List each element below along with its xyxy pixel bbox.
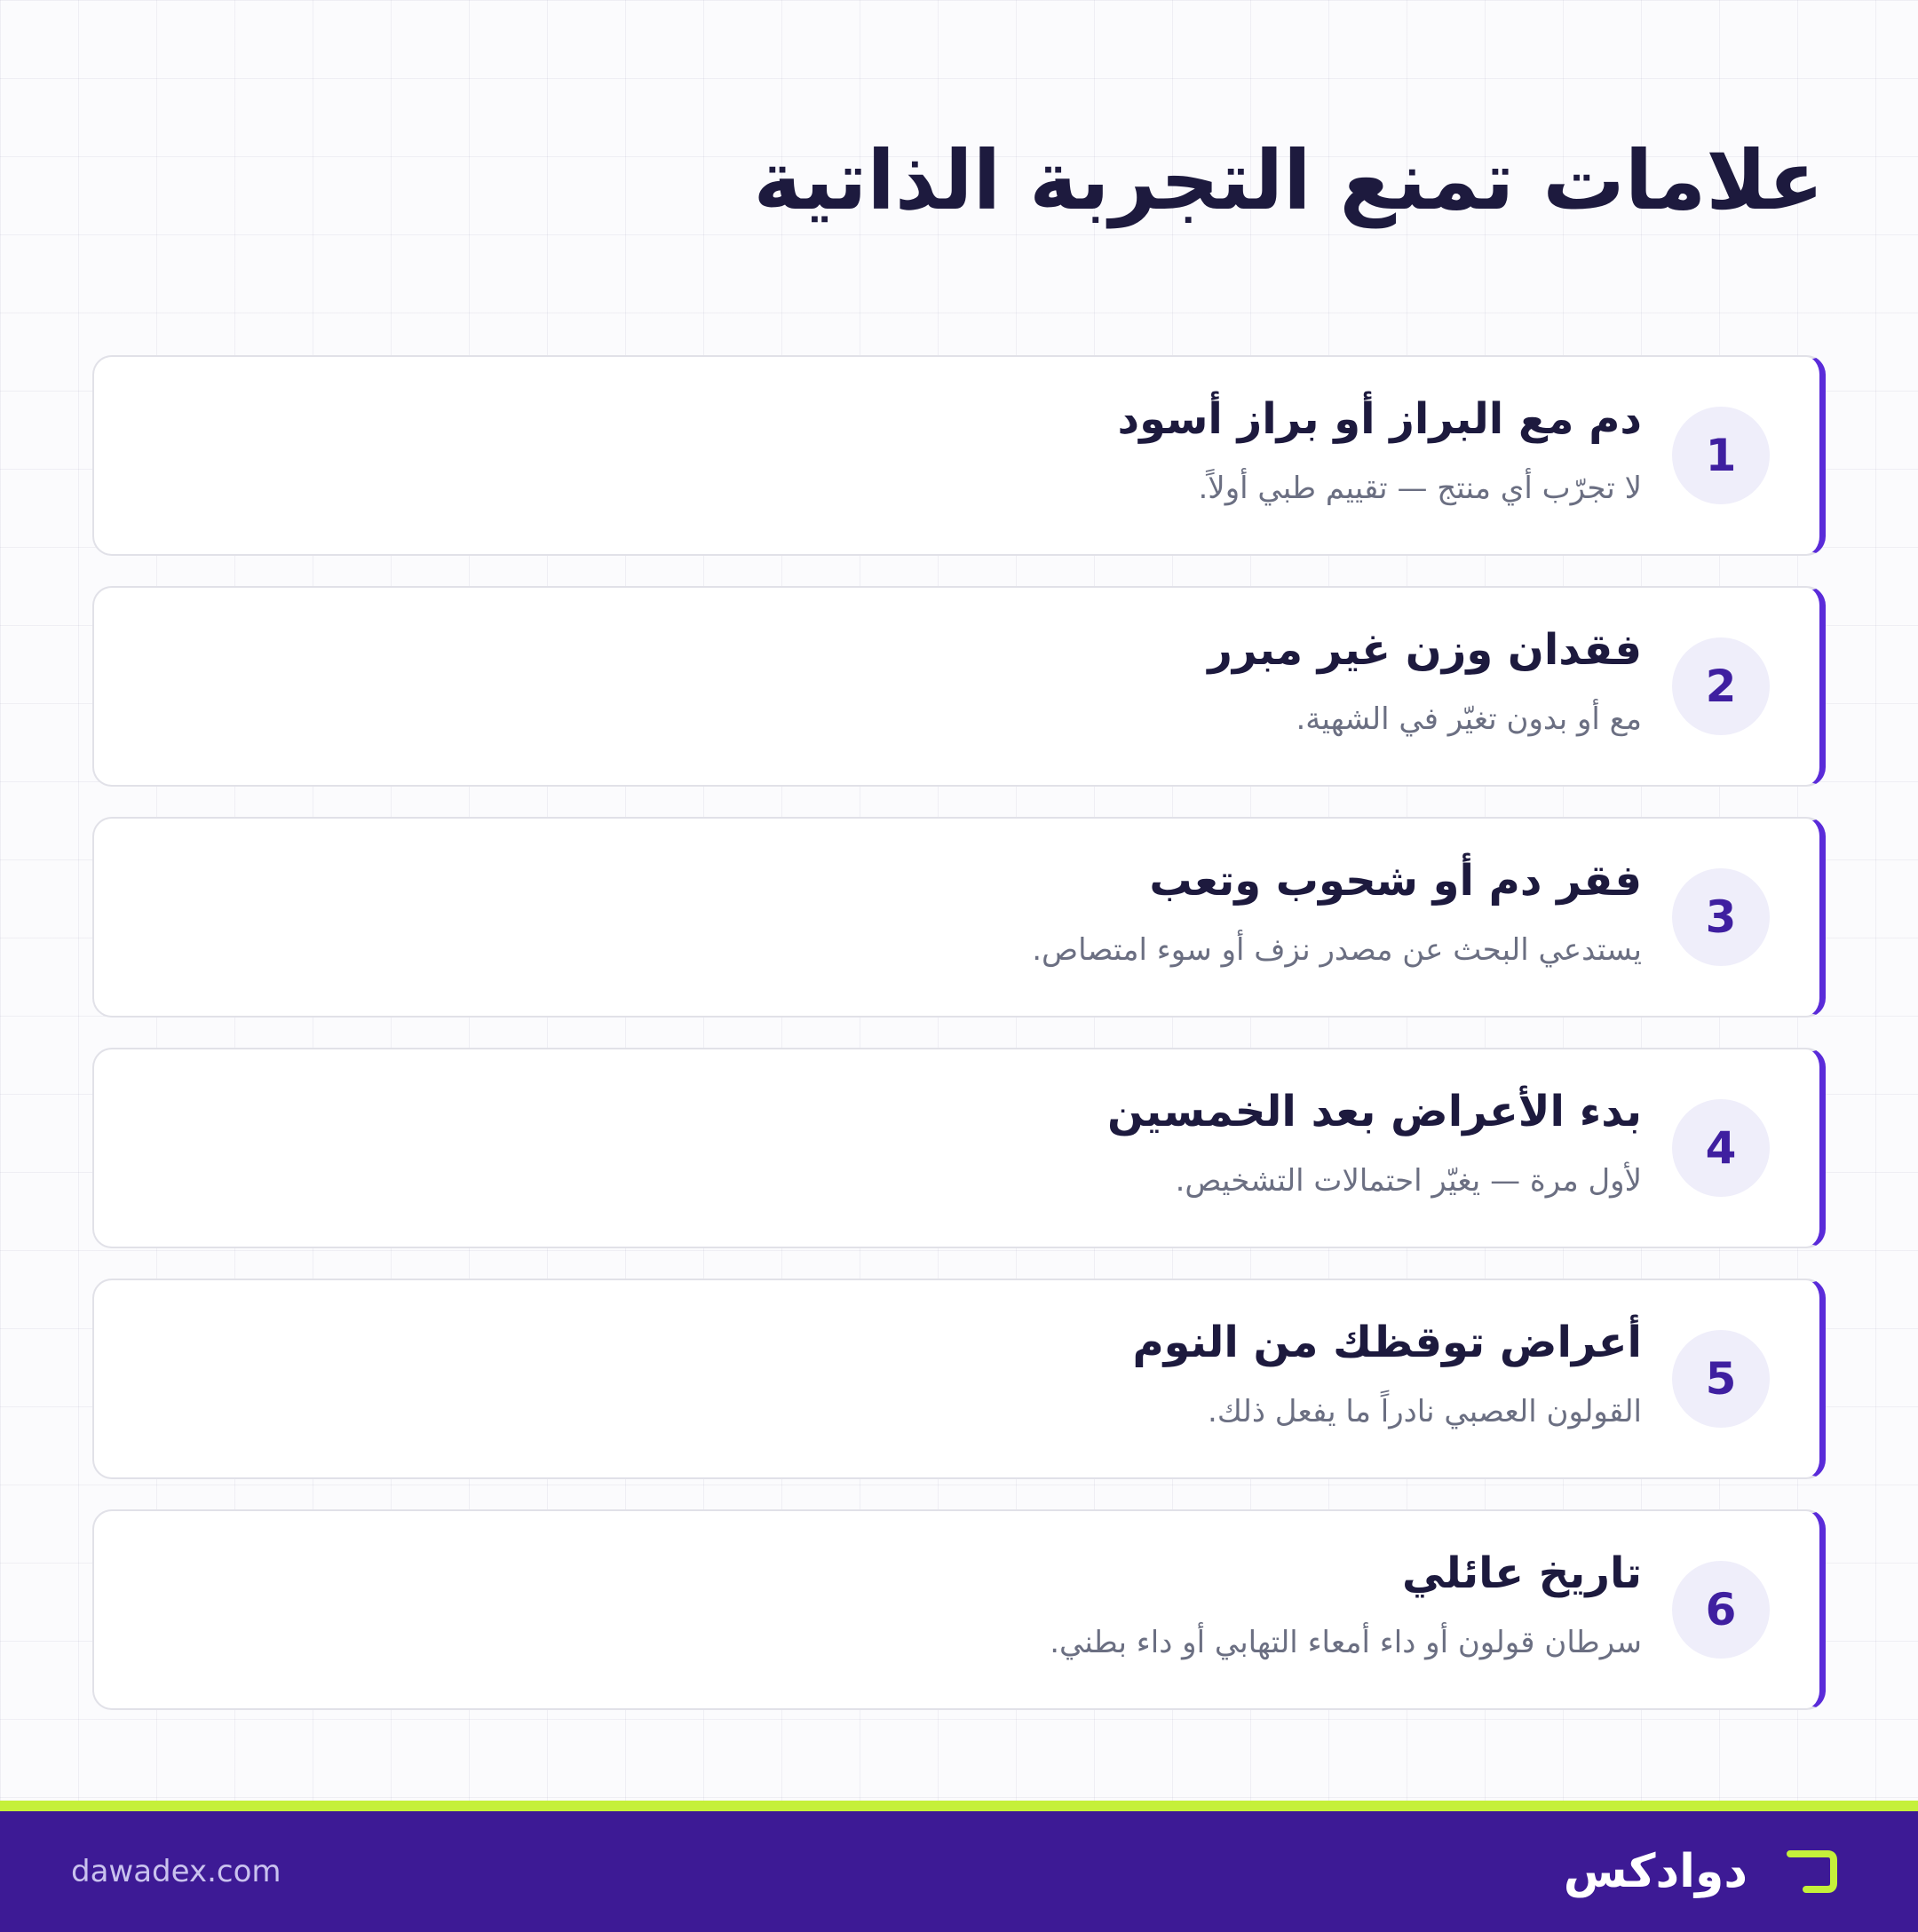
footer-accent-stripe — [0, 1801, 1918, 1811]
list-item — [92, 817, 1826, 1017]
item-number-badge: 3 — [1672, 868, 1770, 966]
list-item — [92, 1509, 1826, 1710]
item-description: يستدعي البحث عن مصدر نزف أو سوء امتصاص. — [1032, 932, 1642, 968]
item-description: لا تجرّب أي منتج — تقييم طبي أولاً. — [1198, 471, 1642, 506]
item-number-badge: 4 — [1672, 1099, 1770, 1197]
item-title: دم مع البراز أو براز أسود — [1117, 394, 1642, 444]
list-item — [92, 355, 1826, 556]
item-number-badge: 6 — [1672, 1561, 1770, 1659]
item-title: أعراض توقظك من النوم — [1132, 1318, 1642, 1367]
brand-name: دوادكس — [1563, 1845, 1748, 1898]
item-description: القولون العصبي نادراً ما يفعل ذلك. — [1208, 1394, 1642, 1429]
item-number-badge: 5 — [1672, 1330, 1770, 1428]
item-title: فقدان وزن غير مبرر — [1208, 625, 1642, 675]
page-title: علامات تمنع التجربة الذاتية — [753, 133, 1824, 228]
footer — [0, 1811, 1918, 1932]
item-description: سرطان قولون أو داء أمعاء التهابي أو داء بطني. — [1050, 1625, 1642, 1660]
item-number-badge: 1 — [1672, 407, 1770, 504]
site-url[interactable]: dawadex.com — [71, 1854, 281, 1889]
item-description: لأول مرة — يغيّر احتمالات التشخيص. — [1175, 1163, 1642, 1199]
list-item — [92, 1279, 1826, 1479]
list-item — [92, 586, 1826, 787]
bracket-logo-icon — [1787, 1849, 1838, 1894]
brand-logo — [1564, 1845, 1838, 1898]
list-item — [92, 1048, 1826, 1248]
item-number-badge: 2 — [1672, 637, 1770, 735]
item-title: بدء الأعراض بعد الخمسين — [1106, 1087, 1642, 1136]
item-title: تاريخ عائلي — [1402, 1548, 1642, 1598]
item-title: فقر دم أو شحوب وتعب — [1149, 856, 1642, 906]
item-description: مع أو بدون تغيّر في الشهية. — [1296, 701, 1642, 737]
